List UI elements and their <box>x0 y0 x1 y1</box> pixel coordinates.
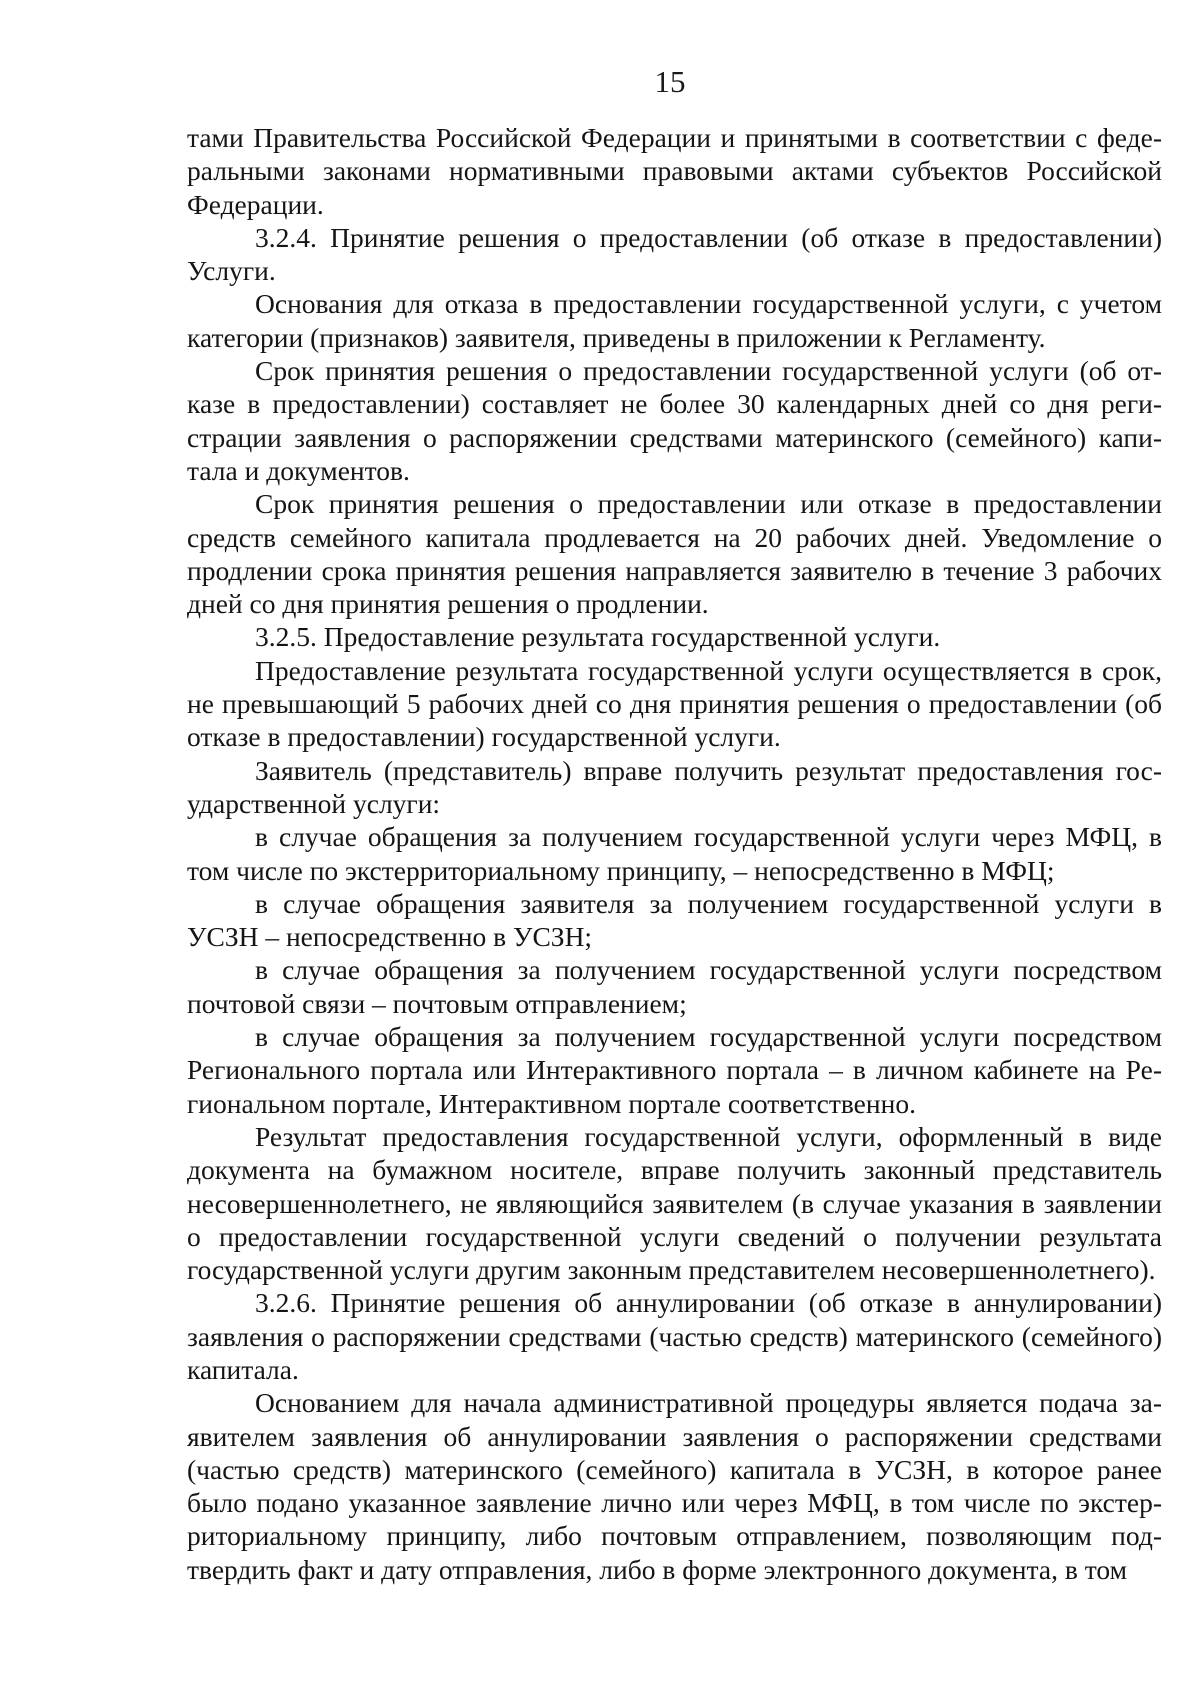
list-item: в случае обращения за получением государственной услуги посредством Регионального портала или Интерактивного портала – в личном кабинете на Региональном портале, Интерактивном портале соответственно. <box>187 1021 1162 1119</box>
document-body <box>187 121 1162 1586</box>
list-item: в случае обращения заявителя за получением государственной услуги в УСЗН – непосредственно в УСЗН; <box>187 887 1162 953</box>
paragraph: Заявитель (представитель) вправе получить результат предоставления государственной услуги: <box>187 754 1162 819</box>
paragraph: Результат предоставления государственной услуги, оформленный в виде документа на бумажном носителе, вправе получить законный представитель несовершеннолетнего, не являющийся заявителем (в случае указания в заявлении о предоставлении государственной услуги сведений о получении результата государственной услуги другим законным представителем несовершеннолетнего). <box>187 1120 1162 1286</box>
list-item: в случае обращения за получением государственной услуги через МФЦ, в том числе по экстерриториальному принципу, – непосредственно в МФЦ; <box>187 821 1162 886</box>
section-heading-3-2-6: 3.2.6. Принятие решения об аннулировании (об отказе в аннулировании) заявления о распоряжении средствами (частью средств) материнского (семейного) капитала. <box>187 1287 1162 1385</box>
paragraph: тами Правительства Российской Федерации и принятыми в соответствии с федеральными законами нормативными правовыми актами субъектов Российской Федерации. <box>187 122 1162 220</box>
paragraph: Основания для отказа в предоставлении государственной услуги, с учетом категории (признаков) заявителя, приведены в приложении к Регламенту. <box>187 288 1162 353</box>
section-heading-3-2-4: 3.2.4. Принятие решения о предоставлении (об отказе в предоставлении) Услуги. <box>187 221 1162 287</box>
paragraph: Основанием для начала административной процедуры является подача заявителем заявления об аннулировании заявления о распоряжении средствами (частью средств) материнского (семейного) капитала в УСЗН, в которое ранее было подано указанное заявление лично или через МФЦ, в том числе по экстерриториальному принципу, либо почтовым отправлением, позволяющим подтвердить факт и дату отправления, либо в форме электронного документа, в том <box>187 1387 1162 1585</box>
paragraph: Срок принятия решения о предоставлении государственной услуги (об отказе в предоставлении) составляет не более 30 календарных дней со дня регистрации заявления о распоряжении средствами материнского (семейного) капитала и документов. <box>187 355 1162 486</box>
list-item: в случае обращения за получением государственной услуги посредством почтовой связи – почтовым отправлением; <box>187 954 1162 1019</box>
paragraph: Срок принятия решения о предоставлении или отказе в предоставлении средств семейного капитала продлевается на 20 рабочих дней. Уведомление о продлении срока принятия решения направляется заявителю в течение 3 рабочих дней со дня принятия решения о продлении. <box>187 488 1162 620</box>
paragraph: Предоставление результата государственной услуги осуществляется в срок, не превышающий 5 рабочих дней со дня принятия решения о предоставлении (об отказе в предоставлении) государственной услуги. <box>187 654 1162 753</box>
page-number: 15 <box>654 64 686 99</box>
section-heading-3-2-5: 3.2.5. Предоставление результата государственной услуги. <box>255 621 941 653</box>
